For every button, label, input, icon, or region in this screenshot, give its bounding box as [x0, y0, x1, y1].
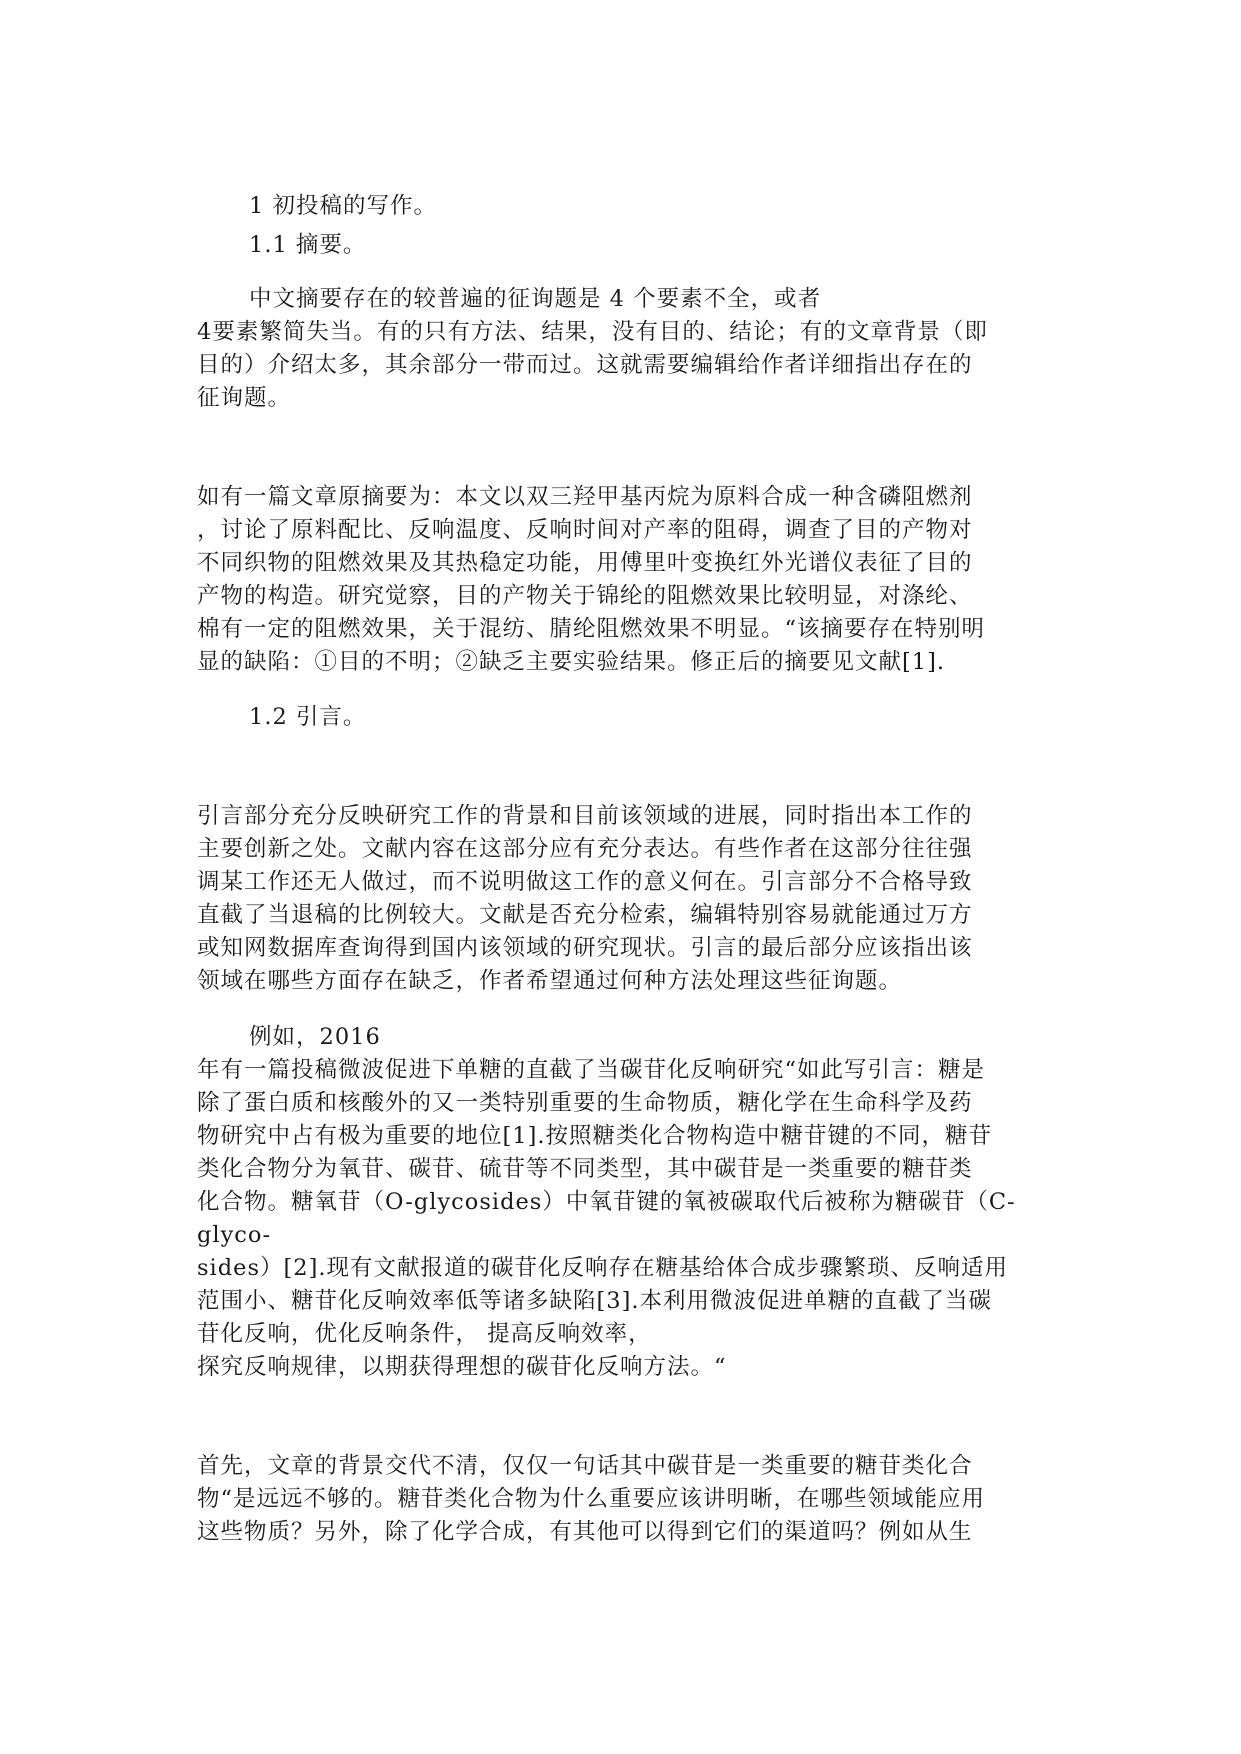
paragraph-line: 产物的构造。研究觉察，目的产物关于锦纶的阻燃效果比较明显，对涤纶、: [197, 583, 973, 609]
paragraph-line: 领域在哪些方面存在缺乏，作者希望通过何种方法处理这些征询题。: [197, 968, 903, 994]
paragraph-line: 除了蛋白质和核酸外的又一类特别重要的生命物质，糖化学在生命科学及药: [197, 1090, 973, 1116]
paragraph-line: 物“是远远不够的。糖苷类化合物为什么重要应该讲明晰，在哪些领域能应用: [197, 1486, 986, 1512]
paragraph-line: glyco-: [197, 1222, 272, 1248]
heading-section-1-1: 1.1 摘要。: [249, 232, 367, 258]
paragraph-line: 主要创新之处。文献内容在这部分应有充分表达。有些作者在这部分往往强: [197, 836, 973, 862]
paragraph-line: 苷化反响，优化反响条件， 提高反响效率，: [197, 1321, 652, 1347]
paragraph-line: 直截了当退稿的比例较大。文献是否充分检索，编辑特别容易就能通过万方: [197, 902, 973, 928]
paragraph-line: 探究反响规律，以期获得理想的碳苷化反响方法。“: [197, 1354, 727, 1380]
paragraph-line: 4要素繁简失当。有的只有方法、结果，没有目的、结论；有的文章背景（即: [197, 319, 988, 345]
paragraph-line: 如有一篇文章原摘要为：本文以双三羟甲基丙烷为原料合成一种含磷阻燃剂: [197, 484, 973, 510]
paragraph-line: 目的）介绍太多，其余部分一带而过。这就需要编辑给作者详细指出存在的: [197, 352, 973, 378]
paragraph-line: 物研究中占有极为重要的地位[1].按照糖类化合物构造中糖苷键的不同，糖苷: [197, 1123, 993, 1149]
paragraph-line: 中文摘要存在的较普遍的征询题是 4 个要素不全，或者: [249, 286, 822, 312]
paragraph-line: 显的缺陷：①目的不明；②缺乏主要实验结果。修正后的摘要见文献[1].: [197, 649, 946, 675]
paragraph-line: 引言部分充分反映研究工作的背景和目前该领域的进展，同时指出本工作的: [197, 803, 973, 829]
paragraph-line: 这些物质？另外，除了化学合成，有其他可以得到它们的渠道吗？例如从生: [197, 1519, 973, 1545]
paragraph-line: 不同织物的阻燃效果及其热稳定功能，用傅里叶变换红外光谱仪表征了目的: [197, 550, 973, 576]
paragraph-line: 首先，文章的背景交代不清，仅仅一句话其中碳苷是一类重要的糖苷类化合: [197, 1453, 973, 1479]
paragraph-line: 或知网数据库查询得到国内该领域的研究现状。引言的最后部分应该指出该: [197, 935, 973, 961]
paragraph-line: 棉有一定的阻燃效果，关于混纺、腈纶阻燃效果不明显。“该摘要存在特别明: [197, 616, 986, 642]
paragraph-line: ，讨论了原料配比、反响温度、反响时间对产率的阻碍，调查了目的产物对: [197, 517, 973, 543]
paragraph-line: 例如，2016: [249, 1024, 381, 1050]
paragraph-line: 范围小、糖苷化反响效率低等诸多缺陷[3].本利用微波促进单糖的直截了当碳: [197, 1288, 993, 1314]
paragraph-line: 化合物。糖氧苷（O-glycosides）中氧苷键的氧被碳取代后被称为糖碳苷（C-: [197, 1189, 1016, 1215]
paragraph-line: 征询题。: [197, 385, 292, 411]
paragraph-line: 调某工作还无人做过，而不说明做这工作的意义何在。引言部分不合格导致: [197, 869, 973, 895]
paragraph-line: 类化合物分为氧苷、碳苷、硫苷等不同类型，其中碳苷是一类重要的糖苷类: [197, 1156, 973, 1182]
heading-section-1: 1 初投稿的写作。: [249, 193, 437, 219]
paragraph-line: 年有一篇投稿微波促进下单糖的直截了当碳苷化反响研究“如此写引言：糖是: [197, 1057, 986, 1083]
heading-section-1-2: 1.2 引言。: [249, 704, 367, 730]
paragraph-line: sides）[2].现有文献报道的碳苷化反响存在糖基给体合成步骤繁琐、反响适用: [197, 1255, 1009, 1281]
